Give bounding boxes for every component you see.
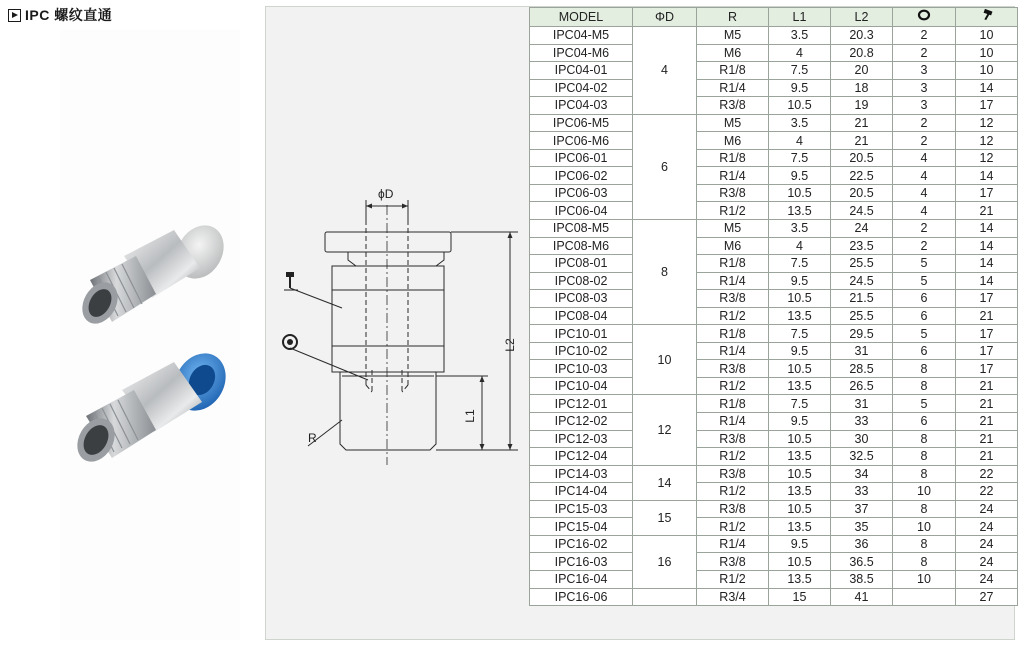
cell-r: R1/8 xyxy=(697,395,769,413)
cell-r: R1/2 xyxy=(697,377,769,395)
cell-l1: 10.5 xyxy=(769,430,831,448)
l2-label: L2 xyxy=(503,338,517,352)
cell-model: IPC08-02 xyxy=(530,272,633,290)
col-wrench-header xyxy=(956,8,1018,27)
cell-hex: 10 xyxy=(893,570,956,588)
cell-l2: 25.5 xyxy=(831,307,893,325)
cell-r: R3/8 xyxy=(697,500,769,518)
cell-model: IPC16-02 xyxy=(530,535,633,553)
cell-hex: 3 xyxy=(893,79,956,97)
cell-r: R1/4 xyxy=(697,272,769,290)
cell-wrench: 17 xyxy=(956,290,1018,308)
cell-l2: 28.5 xyxy=(831,360,893,378)
cell-l2: 41 xyxy=(831,588,893,606)
cell-wrench: 17 xyxy=(956,97,1018,115)
cell-model: IPC10-01 xyxy=(530,325,633,343)
cell-wrench: 17 xyxy=(956,342,1018,360)
cell-model: IPC14-04 xyxy=(530,483,633,501)
cell-model: IPC08-M5 xyxy=(530,220,633,238)
cell-wrench: 24 xyxy=(956,518,1018,536)
cell-r: R1/4 xyxy=(697,535,769,553)
cell-l1: 13.5 xyxy=(769,570,831,588)
cell-l2: 37 xyxy=(831,500,893,518)
cell-r: R3/8 xyxy=(697,430,769,448)
cell-l2: 20.5 xyxy=(831,184,893,202)
cell-hex: 4 xyxy=(893,149,956,167)
cell-model: IPC06-01 xyxy=(530,149,633,167)
cell-model: IPC16-06 xyxy=(530,588,633,606)
spec-table xyxy=(529,7,1018,606)
cell-l2: 19 xyxy=(831,97,893,115)
cell-model: IPC08-M6 xyxy=(530,237,633,255)
table-row xyxy=(530,430,1018,448)
cell-hex: 6 xyxy=(893,342,956,360)
cell-hex: 6 xyxy=(893,290,956,308)
cell-l1: 3.5 xyxy=(769,114,831,132)
table-row xyxy=(530,62,1018,80)
cell-hex: 8 xyxy=(893,553,956,571)
product-photos xyxy=(60,30,240,640)
table-row xyxy=(530,114,1018,132)
cell-model: IPC04-M5 xyxy=(530,27,633,45)
cell-r: R3/8 xyxy=(697,97,769,115)
cell-hex: 8 xyxy=(893,377,956,395)
col-hex-header xyxy=(893,8,956,27)
cell-l2: 25.5 xyxy=(831,255,893,273)
r-label: R xyxy=(308,431,317,445)
cell-phi-d: 12 xyxy=(633,395,697,465)
cell-phi-d: 14 xyxy=(633,465,697,500)
cell-model: IPC06-M5 xyxy=(530,114,633,132)
cell-wrench: 24 xyxy=(956,500,1018,518)
cell-wrench: 17 xyxy=(956,325,1018,343)
cell-l2: 21 xyxy=(831,114,893,132)
cell-l2: 20.3 xyxy=(831,27,893,45)
cell-wrench: 14 xyxy=(956,79,1018,97)
cell-l1: 9.5 xyxy=(769,167,831,185)
cell-l1: 13.5 xyxy=(769,202,831,220)
cell-r: M6 xyxy=(697,132,769,150)
cell-r: R1/4 xyxy=(697,79,769,97)
cell-model: IPC12-01 xyxy=(530,395,633,413)
table-row xyxy=(530,553,1018,571)
section-title-text: IPC 螺纹直通 xyxy=(25,7,113,23)
cell-l2: 31 xyxy=(831,395,893,413)
table-row xyxy=(530,360,1018,378)
cell-hex: 10 xyxy=(893,518,956,536)
col-model-header: MODEL xyxy=(530,8,633,27)
table-row xyxy=(530,518,1018,536)
table-row xyxy=(530,184,1018,202)
table-row xyxy=(530,465,1018,483)
cell-l1: 7.5 xyxy=(769,62,831,80)
cell-hex: 5 xyxy=(893,272,956,290)
table-row xyxy=(530,395,1018,413)
cell-r: R1/4 xyxy=(697,413,769,431)
table-row xyxy=(530,483,1018,501)
table-row xyxy=(530,44,1018,62)
cell-phi-d: 16 xyxy=(633,535,697,588)
cell-l2: 33 xyxy=(831,483,893,501)
cell-r: R1/2 xyxy=(697,483,769,501)
table-row xyxy=(530,220,1018,238)
table-row xyxy=(530,588,1018,606)
cell-l1: 10.5 xyxy=(769,465,831,483)
cell-l1: 4 xyxy=(769,44,831,62)
cell-model: IPC08-03 xyxy=(530,290,633,308)
cell-model: IPC04-01 xyxy=(530,62,633,80)
cell-l2: 32.5 xyxy=(831,448,893,466)
cell-hex: 8 xyxy=(893,535,956,553)
hex-socket-icon xyxy=(283,335,297,349)
cell-hex: 2 xyxy=(893,237,956,255)
cell-l1: 13.5 xyxy=(769,448,831,466)
cell-r: R1/2 xyxy=(697,518,769,536)
cell-l2: 36 xyxy=(831,535,893,553)
table-row xyxy=(530,290,1018,308)
cell-r: R1/8 xyxy=(697,255,769,273)
cell-r: R1/4 xyxy=(697,167,769,185)
cell-l2: 38.5 xyxy=(831,570,893,588)
cell-l2: 24 xyxy=(831,220,893,238)
cell-hex: 2 xyxy=(893,114,956,132)
cell-l1: 10.5 xyxy=(769,500,831,518)
cell-l2: 21.5 xyxy=(831,290,893,308)
cell-l2: 24.5 xyxy=(831,202,893,220)
table-row xyxy=(530,448,1018,466)
cell-model: IPC12-04 xyxy=(530,448,633,466)
cell-l1: 15 xyxy=(769,588,831,606)
cell-r: M6 xyxy=(697,44,769,62)
cell-l2: 24.5 xyxy=(831,272,893,290)
cell-l1: 13.5 xyxy=(769,518,831,536)
cell-model: IPC06-M6 xyxy=(530,132,633,150)
cell-l2: 35 xyxy=(831,518,893,536)
cell-wrench: 17 xyxy=(956,184,1018,202)
cell-hex: 4 xyxy=(893,202,956,220)
section-title xyxy=(8,6,112,24)
cell-wrench: 22 xyxy=(956,483,1018,501)
cell-l1: 10.5 xyxy=(769,97,831,115)
cell-wrench: 14 xyxy=(956,272,1018,290)
cell-wrench: 10 xyxy=(956,62,1018,80)
cell-r: R3/8 xyxy=(697,290,769,308)
cell-model: IPC12-02 xyxy=(530,413,633,431)
cell-l1: 10.5 xyxy=(769,184,831,202)
cell-wrench: 14 xyxy=(956,237,1018,255)
cell-hex: 8 xyxy=(893,448,956,466)
table-row xyxy=(530,27,1018,45)
cell-hex: 2 xyxy=(893,220,956,238)
cell-model: IPC15-04 xyxy=(530,518,633,536)
play-icon xyxy=(8,9,21,22)
cell-l2: 21 xyxy=(831,132,893,150)
cell-l1: 9.5 xyxy=(769,413,831,431)
cell-r: R3/8 xyxy=(697,465,769,483)
cell-r: R3/8 xyxy=(697,184,769,202)
cell-r: R1/2 xyxy=(697,448,769,466)
cell-model: IPC04-M6 xyxy=(530,44,633,62)
cell-l1: 4 xyxy=(769,132,831,150)
cell-l2: 22.5 xyxy=(831,167,893,185)
cell-phi-d: 6 xyxy=(633,114,697,219)
cell-model: IPC08-01 xyxy=(530,255,633,273)
cell-l1: 9.5 xyxy=(769,535,831,553)
table-row xyxy=(530,132,1018,150)
cell-wrench: 21 xyxy=(956,202,1018,220)
fitting-photo-blue xyxy=(70,344,236,468)
table-row xyxy=(530,167,1018,185)
cell-r: R1/4 xyxy=(697,342,769,360)
cell-r: R1/2 xyxy=(697,570,769,588)
cell-l2: 34 xyxy=(831,465,893,483)
wrench-icon xyxy=(980,8,994,22)
cell-l1: 3.5 xyxy=(769,27,831,45)
cell-l2: 36.5 xyxy=(831,553,893,571)
cell-hex: 2 xyxy=(893,27,956,45)
table-row xyxy=(530,272,1018,290)
cell-l1: 7.5 xyxy=(769,149,831,167)
cell-l2: 20.8 xyxy=(831,44,893,62)
cell-wrench: 12 xyxy=(956,149,1018,167)
table-row xyxy=(530,255,1018,273)
wrench-icon xyxy=(284,272,298,290)
cell-model: IPC08-04 xyxy=(530,307,633,325)
table-row xyxy=(530,97,1018,115)
cell-hex: 2 xyxy=(893,44,956,62)
cell-l1: 7.5 xyxy=(769,255,831,273)
cell-l1: 9.5 xyxy=(769,79,831,97)
cell-model: IPC10-03 xyxy=(530,360,633,378)
col-phi-d-header: ΦD xyxy=(633,8,697,27)
cell-wrench: 14 xyxy=(956,220,1018,238)
cell-l1: 10.5 xyxy=(769,290,831,308)
cell-phi-d: 8 xyxy=(633,220,697,325)
cell-wrench: 10 xyxy=(956,44,1018,62)
cell-model: IPC06-02 xyxy=(530,167,633,185)
cell-l2: 18 xyxy=(831,79,893,97)
table-row xyxy=(530,535,1018,553)
cell-hex: 8 xyxy=(893,465,956,483)
cell-r: R3/4 xyxy=(697,588,769,606)
cell-wrench: 17 xyxy=(956,360,1018,378)
dimension-drawing xyxy=(270,180,520,470)
cell-r: R1/2 xyxy=(697,307,769,325)
cell-l1: 7.5 xyxy=(769,395,831,413)
cell-l1: 13.5 xyxy=(769,483,831,501)
cell-hex: 5 xyxy=(893,255,956,273)
phi-d-label: ϕD xyxy=(378,187,394,201)
cell-hex: 5 xyxy=(893,395,956,413)
cell-hex: 6 xyxy=(893,307,956,325)
product-photo-area xyxy=(60,30,240,640)
cell-model: IPC10-04 xyxy=(530,377,633,395)
table-row xyxy=(530,500,1018,518)
cell-hex: 8 xyxy=(893,360,956,378)
cell-wrench: 21 xyxy=(956,307,1018,325)
cell-hex: 3 xyxy=(893,62,956,80)
cell-model: IPC16-04 xyxy=(530,570,633,588)
cell-wrench: 10 xyxy=(956,27,1018,45)
cell-l1: 9.5 xyxy=(769,272,831,290)
table-row xyxy=(530,237,1018,255)
table-row xyxy=(530,570,1018,588)
col-r-header: R xyxy=(697,8,769,27)
cell-hex: 6 xyxy=(893,413,956,431)
cell-wrench: 21 xyxy=(956,395,1018,413)
cell-l1: 4 xyxy=(769,237,831,255)
cell-phi-d xyxy=(633,588,697,606)
cell-l2: 31 xyxy=(831,342,893,360)
cell-model: IPC04-03 xyxy=(530,97,633,115)
cell-hex: 2 xyxy=(893,132,956,150)
cell-model: IPC12-03 xyxy=(530,430,633,448)
cell-model: IPC06-03 xyxy=(530,184,633,202)
cell-hex: 3 xyxy=(893,97,956,115)
cell-l1: 13.5 xyxy=(769,307,831,325)
cell-phi-d: 10 xyxy=(633,325,697,395)
cell-model: IPC10-02 xyxy=(530,342,633,360)
cell-phi-d: 15 xyxy=(633,500,697,535)
cell-l2: 26.5 xyxy=(831,377,893,395)
cell-l1: 7.5 xyxy=(769,325,831,343)
l1-label: L1 xyxy=(463,409,477,423)
cell-model: IPC16-03 xyxy=(530,553,633,571)
cell-hex: 4 xyxy=(893,184,956,202)
cell-l2: 20 xyxy=(831,62,893,80)
cell-wrench: 21 xyxy=(956,430,1018,448)
cell-wrench: 12 xyxy=(956,114,1018,132)
table-row xyxy=(530,79,1018,97)
cell-hex xyxy=(893,588,956,606)
cell-l1: 13.5 xyxy=(769,377,831,395)
table-row xyxy=(530,202,1018,220)
col-l1-header: L1 xyxy=(769,8,831,27)
cell-wrench: 14 xyxy=(956,167,1018,185)
cell-phi-d: 4 xyxy=(633,27,697,115)
hex-across-flats-icon xyxy=(917,9,931,21)
cell-wrench: 24 xyxy=(956,535,1018,553)
cell-wrench: 14 xyxy=(956,255,1018,273)
cell-r: M5 xyxy=(697,27,769,45)
cell-l1: 10.5 xyxy=(769,553,831,571)
cell-model: IPC04-02 xyxy=(530,79,633,97)
cell-hex: 8 xyxy=(893,500,956,518)
table-row xyxy=(530,377,1018,395)
cell-r: M6 xyxy=(697,237,769,255)
cell-hex: 8 xyxy=(893,430,956,448)
table-header-row xyxy=(530,8,1018,27)
cell-wrench: 24 xyxy=(956,570,1018,588)
cell-wrench: 12 xyxy=(956,132,1018,150)
table-row xyxy=(530,413,1018,431)
table-row xyxy=(530,307,1018,325)
cell-r: R1/2 xyxy=(697,202,769,220)
cell-r: R1/8 xyxy=(697,149,769,167)
table-row xyxy=(530,325,1018,343)
cell-l1: 9.5 xyxy=(769,342,831,360)
cell-wrench: 21 xyxy=(956,448,1018,466)
cell-hex: 4 xyxy=(893,167,956,185)
cell-hex: 5 xyxy=(893,325,956,343)
cell-l1: 3.5 xyxy=(769,220,831,238)
cell-l2: 33 xyxy=(831,413,893,431)
cell-r: M5 xyxy=(697,114,769,132)
cell-r: R3/8 xyxy=(697,553,769,571)
cell-model: IPC06-04 xyxy=(530,202,633,220)
table-row xyxy=(530,342,1018,360)
cell-r: M5 xyxy=(697,220,769,238)
cell-l2: 23.5 xyxy=(831,237,893,255)
cell-l2: 20.5 xyxy=(831,149,893,167)
cell-wrench: 22 xyxy=(956,465,1018,483)
cell-hex: 10 xyxy=(893,483,956,501)
fitting-photo-gray xyxy=(75,217,233,330)
cell-wrench: 27 xyxy=(956,588,1018,606)
cell-wrench: 21 xyxy=(956,413,1018,431)
cell-r: R1/8 xyxy=(697,325,769,343)
cell-l1: 10.5 xyxy=(769,360,831,378)
cell-r: R3/8 xyxy=(697,360,769,378)
cell-wrench: 21 xyxy=(956,377,1018,395)
cell-r: R1/8 xyxy=(697,62,769,80)
table-row xyxy=(530,149,1018,167)
cell-model: IPC14-03 xyxy=(530,465,633,483)
cell-wrench: 24 xyxy=(956,553,1018,571)
col-l2-header: L2 xyxy=(831,8,893,27)
cell-model: IPC15-03 xyxy=(530,500,633,518)
cell-l2: 29.5 xyxy=(831,325,893,343)
cell-l2: 30 xyxy=(831,430,893,448)
